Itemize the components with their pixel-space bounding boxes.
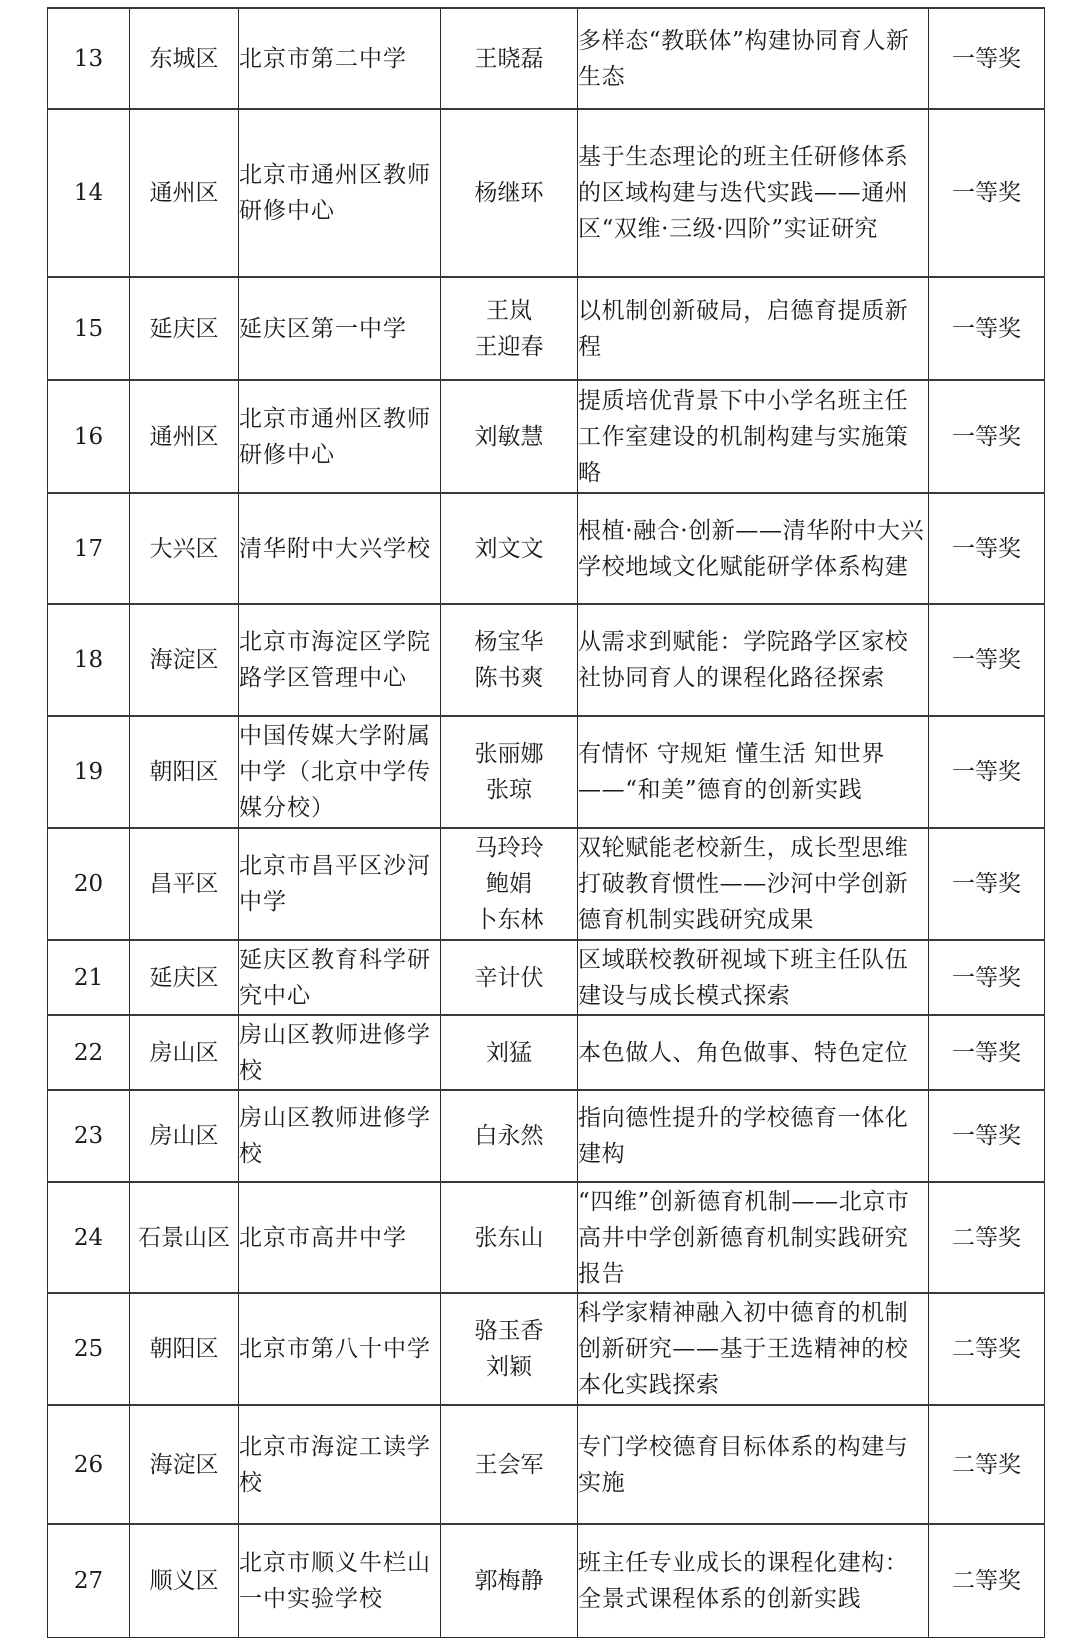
person-name: 王岚 [486, 297, 532, 324]
table-row [48, 1405, 1045, 1524]
cell-award: 一等奖 [929, 604, 1045, 716]
cell-number: 25 [48, 1293, 130, 1405]
cell-names [441, 380, 578, 493]
table-row [48, 109, 1045, 277]
person-name: 王迎春 [474, 333, 544, 360]
cell-district: 延庆区 [130, 277, 239, 380]
table-row [48, 604, 1045, 716]
cell-unit: 中国传媒大学附属中学（北京中学传媒分校） [239, 716, 441, 828]
cell-unit: 北京市通州区教师研修中心 [239, 109, 441, 277]
cell-unit: 延庆区教育科学研究中心 [239, 940, 441, 1015]
cell-district: 东城区 [130, 8, 239, 109]
cell-district: 昌平区 [130, 828, 239, 940]
person-name: 辛计伏 [474, 964, 544, 991]
cell-district: 房山区 [130, 1090, 239, 1182]
cell-award: 一等奖 [929, 940, 1045, 1015]
cell-award: 二等奖 [929, 1182, 1045, 1293]
cell-title: 专门学校德育目标体系的构建与实施 [578, 1405, 929, 1524]
cell-unit: 北京市通州区教师研修中心 [239, 380, 441, 493]
cell-title: 科学家精神融入初中德育的机制创新研究——基于王选精神的校本化实践探索 [578, 1293, 929, 1405]
cell-names [441, 1015, 578, 1090]
cell-title: 双轮赋能老校新生，成长型思维打破教育惯性——沙河中学创新德育机制实践研究成果 [578, 828, 929, 940]
cell-award: 一等奖 [929, 1015, 1045, 1090]
cell-title: 区域联校教研视域下班主任队伍建设与成长模式探索 [578, 940, 929, 1015]
table-row [48, 940, 1045, 1015]
person-name: 刘颖 [486, 1354, 532, 1380]
cell-number: 17 [48, 493, 130, 604]
cell-unit: 北京市昌平区沙河中学 [239, 828, 441, 940]
cell-unit: 北京市高井中学 [239, 1182, 441, 1293]
cell-names [441, 493, 578, 604]
cell-number: 26 [48, 1405, 130, 1524]
person-name: 卜东林 [474, 907, 544, 933]
cell-number: 13 [48, 8, 130, 109]
cell-unit: 房山区教师进修学校 [239, 1015, 441, 1090]
table-row [48, 828, 1045, 940]
cell-unit: 清华附中大兴学校 [239, 493, 441, 604]
cell-number: 20 [48, 828, 130, 940]
cell-names [441, 940, 578, 1015]
person-name: 杨继环 [474, 180, 544, 206]
person-name: 杨宝华 [474, 629, 544, 655]
cell-award: 一等奖 [929, 493, 1045, 604]
cell-award: 一等奖 [929, 380, 1045, 493]
cell-number: 24 [48, 1182, 130, 1293]
person-name: 刘敏慧 [474, 423, 544, 450]
cell-number: 27 [48, 1524, 130, 1637]
cell-district: 延庆区 [130, 940, 239, 1015]
cell-title: 本色做人、角色做事、特色定位 [578, 1015, 929, 1090]
person-name: 马玲玲 [474, 835, 544, 861]
cell-title: 有情怀 守规矩 懂生活 知世界——“和美”德育的创新实践 [578, 716, 929, 828]
cell-title: “四维”创新德育机制——北京市高井中学创新德育机制实践研究报告 [578, 1182, 929, 1293]
cell-district: 房山区 [130, 1015, 239, 1090]
cell-names [441, 1524, 578, 1637]
cell-unit: 北京市第二中学 [239, 8, 441, 109]
awards-table-body [48, 8, 1045, 1637]
cell-title: 基于生态理论的班主任研修体系的区域构建与迭代实践——通州区“双维·三级·四阶”实证研究 [578, 109, 929, 277]
cell-award: 一等奖 [929, 1090, 1045, 1182]
cell-number: 23 [48, 1090, 130, 1182]
cell-names [441, 1293, 578, 1405]
cell-district: 海淀区 [130, 1405, 239, 1524]
cell-names [441, 109, 578, 277]
cell-names [441, 828, 578, 940]
cell-award: 二等奖 [929, 1524, 1045, 1637]
cell-award: 一等奖 [929, 8, 1045, 109]
cell-names [441, 1090, 578, 1182]
cell-award: 一等奖 [929, 716, 1045, 828]
cell-district: 朝阳区 [130, 1293, 239, 1405]
cell-number: 15 [48, 277, 130, 380]
cell-award: 一等奖 [929, 828, 1045, 940]
cell-district: 通州区 [130, 109, 239, 277]
person-name: 刘猛 [486, 1039, 532, 1066]
cell-award: 二等奖 [929, 1293, 1045, 1405]
cell-number: 16 [48, 380, 130, 493]
cell-number: 22 [48, 1015, 130, 1090]
cell-unit: 延庆区第一中学 [239, 277, 441, 380]
cell-names [441, 716, 578, 828]
cell-names [441, 8, 578, 109]
person-name: 张东山 [474, 1224, 544, 1251]
cell-names [441, 1182, 578, 1293]
cell-unit: 北京市顺义牛栏山一中实验学校 [239, 1524, 441, 1637]
person-name: 白永然 [474, 1123, 544, 1149]
table-row [48, 277, 1045, 380]
cell-title: 提质培优背景下中小学名班主任工作室建设的机制构建与实施策略 [578, 380, 929, 493]
cell-number: 18 [48, 604, 130, 716]
cell-district: 大兴区 [130, 493, 239, 604]
cell-title: 根植·融合·创新——清华附中大兴学校地域文化赋能研学体系构建 [578, 493, 929, 604]
cell-title: 多样态“教联体”构建协同育人新生态 [578, 8, 929, 109]
table-row [48, 1293, 1045, 1405]
person-name: 王晓磊 [474, 45, 544, 72]
cell-unit: 北京市海淀区学院路学区管理中心 [239, 604, 441, 716]
cell-names [441, 277, 578, 380]
cell-award: 二等奖 [929, 1405, 1045, 1524]
cell-award: 一等奖 [929, 277, 1045, 380]
awards-table [47, 7, 1045, 1638]
cell-district: 通州区 [130, 380, 239, 493]
person-name: 郭梅静 [474, 1567, 544, 1594]
person-name: 陈书爽 [474, 665, 544, 691]
cell-number: 21 [48, 940, 130, 1015]
table-row [48, 1090, 1045, 1182]
cell-names [441, 604, 578, 716]
cell-title: 从需求到赋能：学院路学区家校社协同育人的课程化路径探索 [578, 604, 929, 716]
table-row [48, 1524, 1045, 1637]
cell-title: 以机制创新破局，启德育提质新程 [578, 277, 929, 380]
cell-title: 班主任专业成长的课程化建构：全景式课程体系的创新实践 [578, 1524, 929, 1637]
person-name: 张琼 [486, 777, 532, 803]
table-row [48, 716, 1045, 828]
table-row [48, 1182, 1045, 1293]
person-name: 刘文文 [474, 535, 544, 562]
cell-unit: 北京市海淀工读学校 [239, 1405, 441, 1524]
cell-names [441, 1405, 578, 1524]
cell-unit: 北京市第八十中学 [239, 1293, 441, 1405]
table-row [48, 493, 1045, 604]
person-name: 骆玉香 [474, 1318, 544, 1344]
person-name: 王会军 [474, 1451, 544, 1478]
cell-district: 顺义区 [130, 1524, 239, 1637]
person-name: 张丽娜 [474, 741, 544, 767]
cell-award: 一等奖 [929, 109, 1045, 277]
cell-district: 海淀区 [130, 604, 239, 716]
cell-title: 指向德性提升的学校德育一体化建构 [578, 1090, 929, 1182]
cell-district: 朝阳区 [130, 716, 239, 828]
cell-number: 14 [48, 109, 130, 277]
table-row [48, 380, 1045, 493]
cell-district: 石景山区 [130, 1182, 239, 1293]
person-name: 鲍娟 [486, 871, 532, 897]
cell-unit: 房山区教师进修学校 [239, 1090, 441, 1182]
cell-number: 19 [48, 716, 130, 828]
table-row [48, 1015, 1045, 1090]
table-row [48, 8, 1045, 109]
